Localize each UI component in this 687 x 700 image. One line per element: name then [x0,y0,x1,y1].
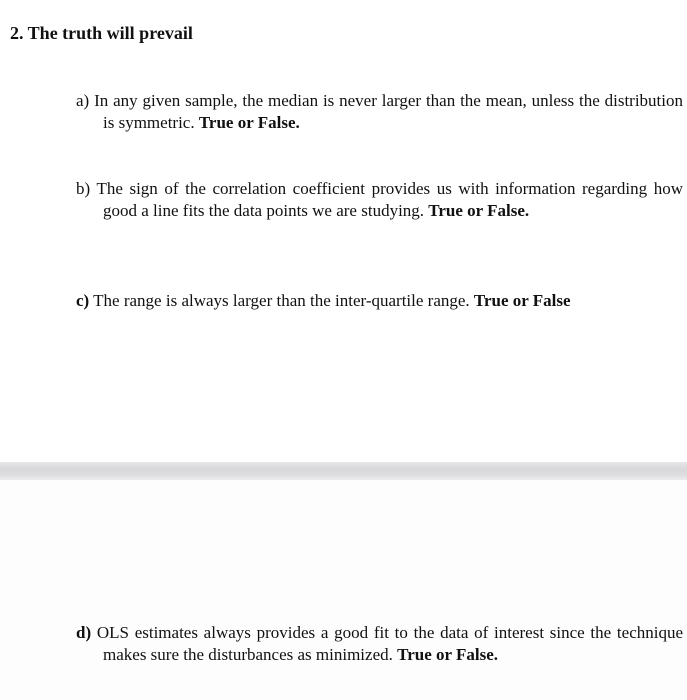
question-a-label: a) [76,91,90,110]
question-a [76,90,683,134]
question-b-label: b) [76,179,91,198]
question-d-text: OLS estimates always provides a good fit to the data of interest since the technique makes sure the disturbances as minimized. [96,623,684,664]
question-c-answer: True or False [473,291,571,310]
question-d-answer: True or False. [397,645,499,664]
question-b-text: The sign of the correlation coefficient provides us with information regarding how good a line fits the data points we are studying. [96,179,684,220]
question-b [76,178,683,222]
question-c [76,290,683,312]
section-heading: 2. The truth will prevail [10,23,193,43]
question-c-text: The range is always larger than the inter-quartile range. [93,291,470,310]
page-lower [0,480,687,700]
question-d-label: d) [76,623,92,642]
question-c-label: c) [76,291,90,310]
question-d [76,622,683,666]
question-a-text: In any given sample, the median is never larger than the mean, unless the distribution is symmetric. [94,91,684,132]
question-b-answer: True or False. [428,201,530,220]
question-a-answer: True or False. [198,113,300,132]
page-divider [0,462,687,480]
